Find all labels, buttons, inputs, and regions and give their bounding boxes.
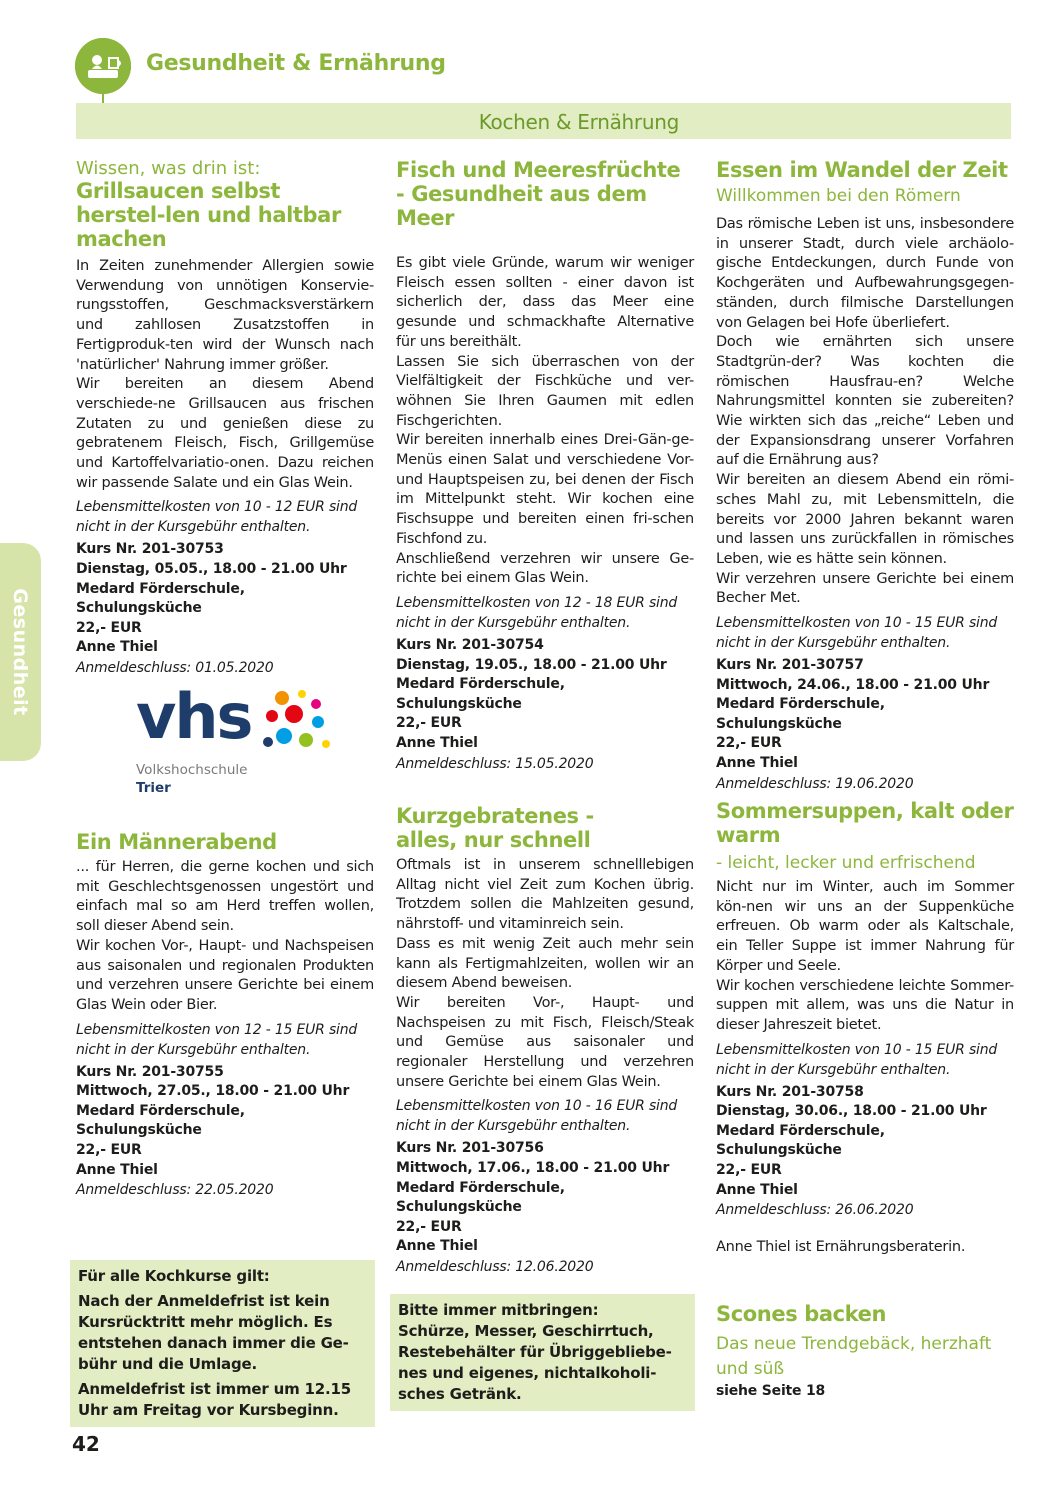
article-body [76,257,374,493]
body-paragraph: Wir bereiten an diesem Abend verschiede-ne Grillsaucen aus frischen Zutaten zu und genießen diese zu gebratenem Fleisch, Fisch, Grillgemüse und Kartoffelvariatio-onen. Dazu reichen wir passende Salate und ein Glas Wein. [76,376,374,491]
article-maennerabend [76,830,374,1200]
course-teacher: Anne Thiel [76,639,158,656]
course-teacher: Anne Thiel [396,734,478,751]
course-date: Dienstag, 05.05., 18.00 - 21.00 Uhr [76,561,347,578]
body-paragraph: Lassen Sie sich überraschen von der Vielfältigkeit der Fischküche und ver-wöhnen Sie Ihren Gaumen mit edlen Fischgerichten. [396,353,694,429]
cost-note: Lebensmittelkosten von 10 - 12 EUR sind nicht in der Kursgebühr enthalten. [76,499,358,536]
side-tab-label: Gesundheit [9,588,31,716]
article-essen-wandel [716,158,1014,794]
info-box-heading: Bitte immer mitbringen: [398,1301,599,1319]
article-title: Kurzgebratenes - alles, nur schnell [396,804,594,852]
cost-note: Lebensmittelkosten von 12 - 15 EUR sind nicht in der Kursgebühr enthalten. [76,1021,358,1058]
course-price: 22,- EUR [76,1142,142,1158]
course-date: Dienstag, 30.06., 18.00 - 21.00 Uhr [716,1103,987,1120]
course-deadline: Anmeldeschluss: 26.06.2020 [716,1202,914,1219]
article-grillsaucen [76,158,374,678]
body-paragraph: Dass es mit wenig Zeit auch mehr sein kann als Fertigmahlzeiten, wollen wir an diesem Abend beweisen. [396,935,694,992]
vhs-logo-line2: Trier [136,780,171,796]
body-paragraph: ... für Herren, die gerne kochen und sich mit Geschlechtsgenossen ungestört und einfach mal so am Herd treffen wollen, soll dieser Abend sein. [76,859,374,935]
body-paragraph: Es gibt viele Gründe, warum wir weniger Fleisch essen sollten - einer davon ist sicherlich der, dass das Meer eine gesunde und schmackhafte Alternative für uns bereithält. [396,255,694,350]
page-reference: siehe Seite 18 [716,1383,826,1399]
course-location: Medard Förderschule, Schulungsküche [716,696,885,732]
course-location: Medard Förderschule, Schulungsküche [396,1179,565,1216]
vhs-logo-text: vhs [136,680,252,753]
cost-note: Lebensmittelkosten von 10 - 16 EUR sind nicht in der Kursgebühr enthalten. [396,1098,678,1135]
article-body [396,254,694,589]
course-date: Mittwoch, 17.06., 18.00 - 21.00 Uhr [396,1160,670,1177]
article-scones [716,1302,1014,1402]
body-paragraph: Nicht nur im Winter, auch im Sommer kön-nen wir uns an der Suppenküche erfreuen. Ob warm oder als Kaltschale, ein Teller Suppe ist immer Nahrung für Körper und Seele. [716,879,1014,974]
info-box-bring [390,1294,695,1411]
course-deadline: Anmeldeschluss: 19.06.2020 [716,775,914,792]
article-subtitle: - leicht, lecker und erfrischend [716,853,976,873]
category-bar [76,103,1011,139]
article-body [76,858,374,1016]
course-deadline: Anmeldeschluss: 12.06.2020 [396,1259,594,1275]
body-paragraph: Wir bereiten Vor-, Haupt- und Nachspeisen zu mit Fisch, Fleisch/Steak und Gemüse aus saisonaler und regionaler Herstellung und verzehren unsere Gerichte bei einem Glas Wein. [396,994,694,1090]
body-paragraph: Oftmals ist in unserem schnelllebigen Alltag nicht viel Zeit zum Kochen übrig. Trotzdem sollen die Mahlzeiten gesund, nährstoff- und vitaminreich sein. [396,857,694,933]
vhs-logo-subtitle [136,761,247,797]
info-box-text: Anmeldefrist ist immer um 12.15 Uhr am Freitag vor Kursbeginn. [78,1380,351,1419]
article-title: Fisch und Meeresfrüchte - Gesundheit aus dem Meer [396,158,681,230]
course-price: 22,- EUR [716,1162,782,1178]
course-price: 22,- EUR [716,735,782,752]
body-paragraph: Wir bereiten innerhalb eines Drei-Gän-ge-Menüs einen Salat und verschiedene Vor- und Hauptspeisen zu, bei denen der Fisch im Mittelpunkt steht. Wir kochen eine Fischsuppe und bereiten einen fri-schen Fischfond zu. [396,432,694,547]
vhs-logo-dots-icon [254,686,336,766]
course-teacher: Anne Thiel [396,1238,478,1255]
article-sommersuppen [716,799,1014,1258]
article-body [396,856,694,1092]
course-location: Medard Förderschule, Schulungsküche [76,580,245,617]
info-box-text: Nach der Anmeldefrist ist kein Kursrücktritt mehr möglich. Es entstehen danach immer die Ge-bühr und die Umlage. [78,1292,349,1373]
course-location: Medard Förderschule, Schulungsküche [716,1122,885,1159]
cost-note: Lebensmittelkosten von 10 - 15 EUR sind nicht in der Kursgebühr enthalten. [716,615,998,652]
course-number: Kurs Nr. 201-30756 [396,1140,544,1157]
course-price: 22,- EUR [76,619,142,636]
teacher-note: Anne Thiel ist Ernährungsberaterin. [716,1239,966,1256]
body-paragraph: Doch wie ernährten sich unsere Stadtgrün-der? Was kochten die römischen Hausfrau-en? Welche Nahrungsmittel konnten sie zubereiten? Wie wirkten sich das „reiche“ Leben und der Expansionsdrang unserer Vorfahren auf die Ernährung aus? [716,334,1014,469]
section-logo-icon [75,38,131,94]
course-date: Dienstag, 19.05., 18.00 - 21.00 Uhr [396,656,667,673]
course-location: Medard Förderschule, Schulungsküche [396,676,565,712]
vhs-logo-line1: Volkshochschule [136,762,248,778]
article-fisch [396,158,694,774]
course-price: 22,- EUR [396,1218,462,1235]
article-title: Essen im Wandel der Zeit [716,158,1008,182]
article-pretitle: Wissen, was drin ist: [76,158,261,179]
article-subtitle: Willkommen bei den Römern [716,186,961,206]
course-teacher: Anne Thiel [716,1181,798,1198]
info-box-heading: Für alle Kochkurse gilt: [78,1267,270,1285]
info-box-rules [70,1260,375,1427]
article-body [716,215,1014,609]
body-paragraph: Wir bereiten an diesem Abend ein römi-sches Mahl zu, mit Lebensmitteln, die bereits vor 2000 Jahren bekannt waren und lassen uns zurückfallen in römisches Leben, wie es hätte sein können. [716,472,1014,567]
article-body [716,878,1014,1036]
article-title: Sommersuppen, kalt oder warm [716,799,1014,847]
article-title: Grillsaucen selbst herstel-len und haltbar machen [76,179,341,251]
cost-note: Lebensmittelkosten von 12 - 18 EUR sind nicht in der Kursgebühr enthalten. [396,594,678,631]
course-date: Mittwoch, 27.05., 18.00 - 21.00 Uhr [76,1083,350,1100]
course-number: Kurs Nr. 201-30754 [396,636,544,653]
body-paragraph: Wir kochen verschiedene leichte Sommer-suppen mit allem, was uns die Natur in dieser Jahreszeit bietet. [716,977,1014,1033]
body-paragraph: Wir verzehren unsere Gerichte bei einem Becher Met. [716,570,1014,607]
article-title: Ein Männerabend [76,830,277,854]
body-paragraph: Anschließend verzehren wir unsere Ge-richte bei einem Glas Wein. [396,550,694,587]
info-box-text: Schürze, Messer, Geschirrtuch, Restebehälter für Übriggebliebe-nes und eigenes, nichtalkoholi-sches Getränk. [398,1322,672,1403]
page-number: 42 [72,1432,100,1456]
course-date: Mittwoch, 24.06., 18.00 - 21.00 Uhr [716,676,990,693]
article-title: Scones backen [716,1302,887,1326]
article-subtitle: Das neue Trendgebäck, herzhaft und süß [716,1334,992,1379]
body-paragraph: In Zeiten zunehmender Allergien sowie Verwendung von unnötigen Konservie-rungsstoffen, Geschmacksverstärkern und zahllosen Zusatzstoffen in Fertigproduk-ten wird der Wunsch nach 'natürlicher' Nahrung immer größer. [76,258,374,373]
course-deadline: Anmeldeschluss: 15.05.2020 [396,755,594,772]
course-price: 22,- EUR [396,715,462,732]
course-number: Kurs Nr. 201-30757 [716,657,864,674]
course-deadline: Anmeldeschluss: 22.05.2020 [76,1182,274,1199]
article-kurzgebratenes [396,804,694,1277]
course-teacher: Anne Thiel [76,1161,158,1178]
category-title: Kochen & Ernährung [478,110,679,134]
course-number: Kurs Nr. 201-30755 [76,1063,224,1080]
course-number: Kurs Nr. 201-30753 [76,541,224,558]
course-number: Kurs Nr. 201-30758 [716,1083,864,1100]
cost-note: Lebensmittelkosten von 10 - 15 EUR sind nicht in der Kursgebühr enthalten. [716,1041,998,1078]
course-deadline: Anmeldeschluss: 01.05.2020 [76,660,274,676]
course-teacher: Anne Thiel [716,755,798,772]
vhs-logo [136,680,336,802]
body-paragraph: Das römische Leben ist uns, insbesondere in unserer Stadt, durch viele archäolo-gische Entdeckungen, durch Funde von Kochgeräten und Aufbewahrungsgegen-ständen, durch filmische Darstellungen von Gelagen bei Hofe überliefert. [716,216,1014,331]
course-location: Medard Förderschule, Schulungsküche [76,1102,245,1139]
body-paragraph: Wir kochen Vor-, Haupt- und Nachspeisen aus saisonalen und regionalen Produkten und verzehren unsere Gerichte bei einem Glas Wein oder Bier. [76,937,374,1013]
section-title: Gesundheit & Ernährung [146,51,446,76]
side-tab [0,543,41,761]
